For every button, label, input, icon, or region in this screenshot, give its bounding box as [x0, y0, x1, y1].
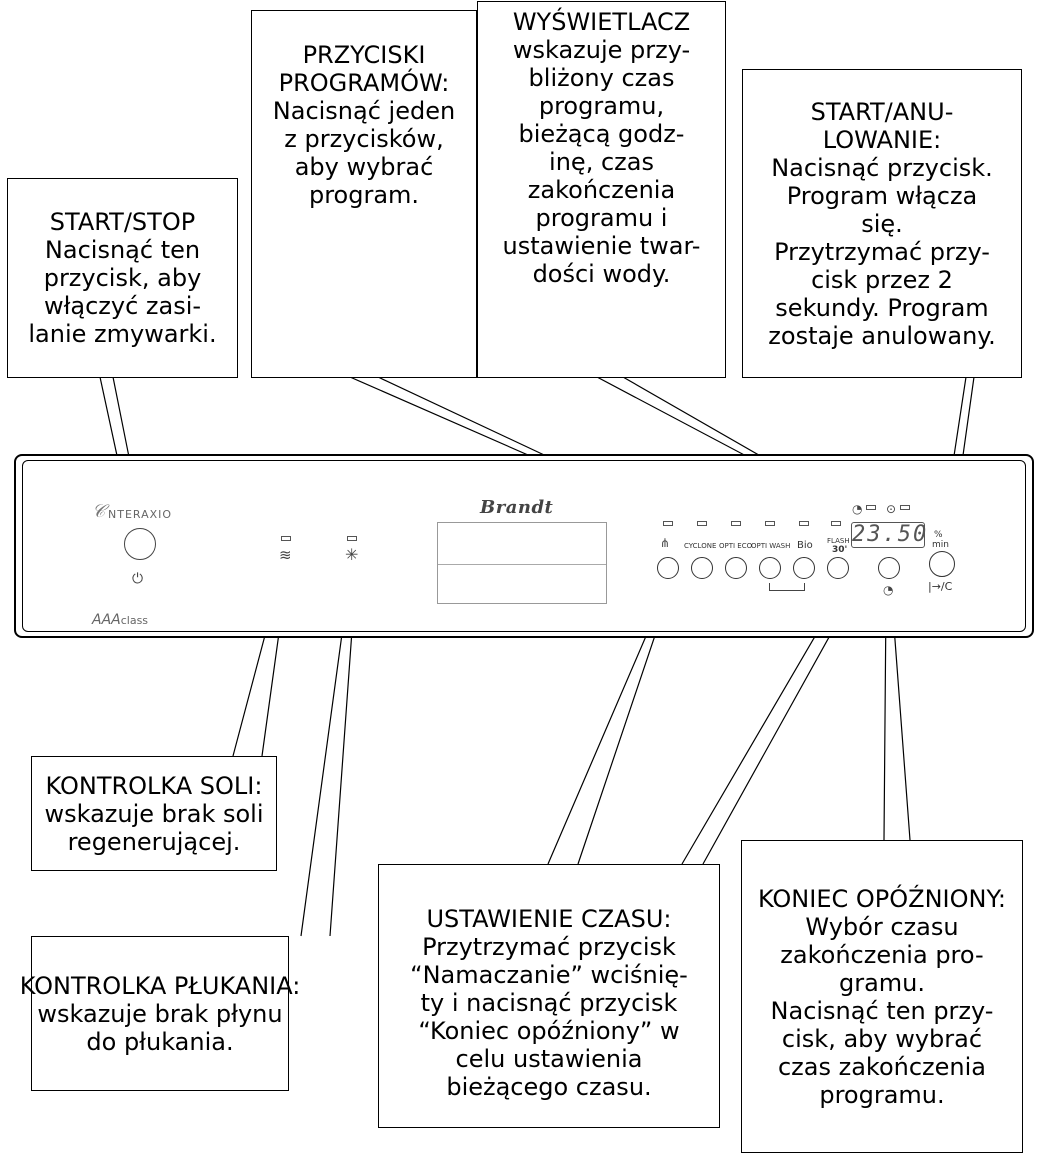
brand-logo: Brandt	[480, 497, 554, 518]
program-led-cyclone	[697, 521, 707, 526]
delay-indicator-icon: ◔	[852, 502, 863, 516]
program-button-soak[interactable]	[657, 557, 679, 579]
program-led-opti-eco	[731, 521, 741, 526]
program-label-flash: FLASH	[827, 537, 850, 545]
callout-display: WYŚWIETLACZ wskazuje przy- bliżony czas programu, bieżącą godz- inę, czas zakończenia programu i ustawienie twar- dości wody.	[477, 1, 726, 378]
power-icon: ⏻	[132, 571, 144, 587]
timer-indicator-icon: ⊙	[886, 502, 897, 516]
callout-time-setting: USTAWIENIE CZASU: Przytrzymać przycisk “Namaczanie” wciśnię- ty i nacisnąć przycisk “Koniec opóźniony” w celu ustawienia bieżącego czasu.	[378, 864, 720, 1128]
rinse-aid-icon: ✳	[345, 545, 359, 564]
salt-indicator-led	[281, 536, 291, 541]
delay-end-button[interactable]	[878, 557, 900, 579]
program-button-cyclone[interactable]	[691, 557, 713, 579]
program-led-opti-wash	[765, 521, 775, 526]
callout-rinse-indicator: KONTROLKA PŁUKANIA: wskazuje brak płynu do płukania.	[31, 936, 289, 1091]
rinse-indicator-led	[347, 536, 357, 541]
start-cancel-button[interactable]	[929, 551, 955, 577]
callout-salt-indicator: KONTROLKA SOLI: wskazuje brak soli regenerującej.	[31, 756, 277, 871]
program-button-flash[interactable]	[827, 557, 849, 579]
program-led-flash	[831, 521, 841, 526]
salt-icon: ≋	[279, 546, 292, 564]
program-label-opti-wash: OPTI WASH	[751, 542, 791, 550]
program-led-bio	[799, 521, 809, 526]
interaxio-logo-mark: 𝒞	[92, 501, 106, 522]
start-cancel-label: |→/C	[928, 580, 953, 593]
energy-class-logo: AAAclass	[92, 612, 149, 628]
program-label-flash-time: 30'	[832, 545, 848, 555]
combined-button-bracket	[769, 583, 805, 591]
program-label-opti-eco: OPTI ECO	[719, 542, 753, 550]
model-name: NTERAXIO	[108, 508, 173, 521]
callout-delay-end: KONIEC OPÓŹNIONY: Wybór czasu zakończenia pro- gramu. Nacisnąć ten przy- cisk, aby wybrać czas zakończenia programu.	[741, 840, 1023, 1153]
unit-min: min	[932, 540, 949, 550]
callout-start-cancel: START/ANU- LOWANIE: Nacisnąć przycisk. Program włącza się. Przytrzymać przy- cisk przez 2 sekundy. Program zostaje anulowany.	[742, 69, 1022, 378]
soak-icon: ⋔	[660, 536, 671, 550]
program-label-cyclone: CYCLONE	[684, 542, 717, 550]
program-button-opti-eco[interactable]	[725, 557, 747, 579]
unit-percent: %	[934, 530, 943, 540]
clock-icon: ◔	[883, 583, 894, 597]
timer-indicator-led	[900, 505, 910, 510]
digital-display: 23.50	[852, 522, 929, 547]
display-window	[437, 522, 607, 604]
program-label-bio: Bio	[797, 540, 813, 551]
start-stop-button[interactable]	[124, 528, 156, 560]
delay-indicator-led	[866, 505, 876, 510]
callout-program-buttons: PRZYCISKI PROGRAMÓW: Nacisnąć jeden z przycisków, aby wybrać program.	[251, 10, 477, 378]
program-led-soak	[663, 521, 673, 526]
program-button-bio[interactable]	[793, 557, 815, 579]
program-button-opti-wash[interactable]	[759, 557, 781, 579]
callout-start-stop: START/STOP Nacisnąć ten przycisk, aby włączyć zasi- lanie zmywarki.	[7, 178, 238, 378]
